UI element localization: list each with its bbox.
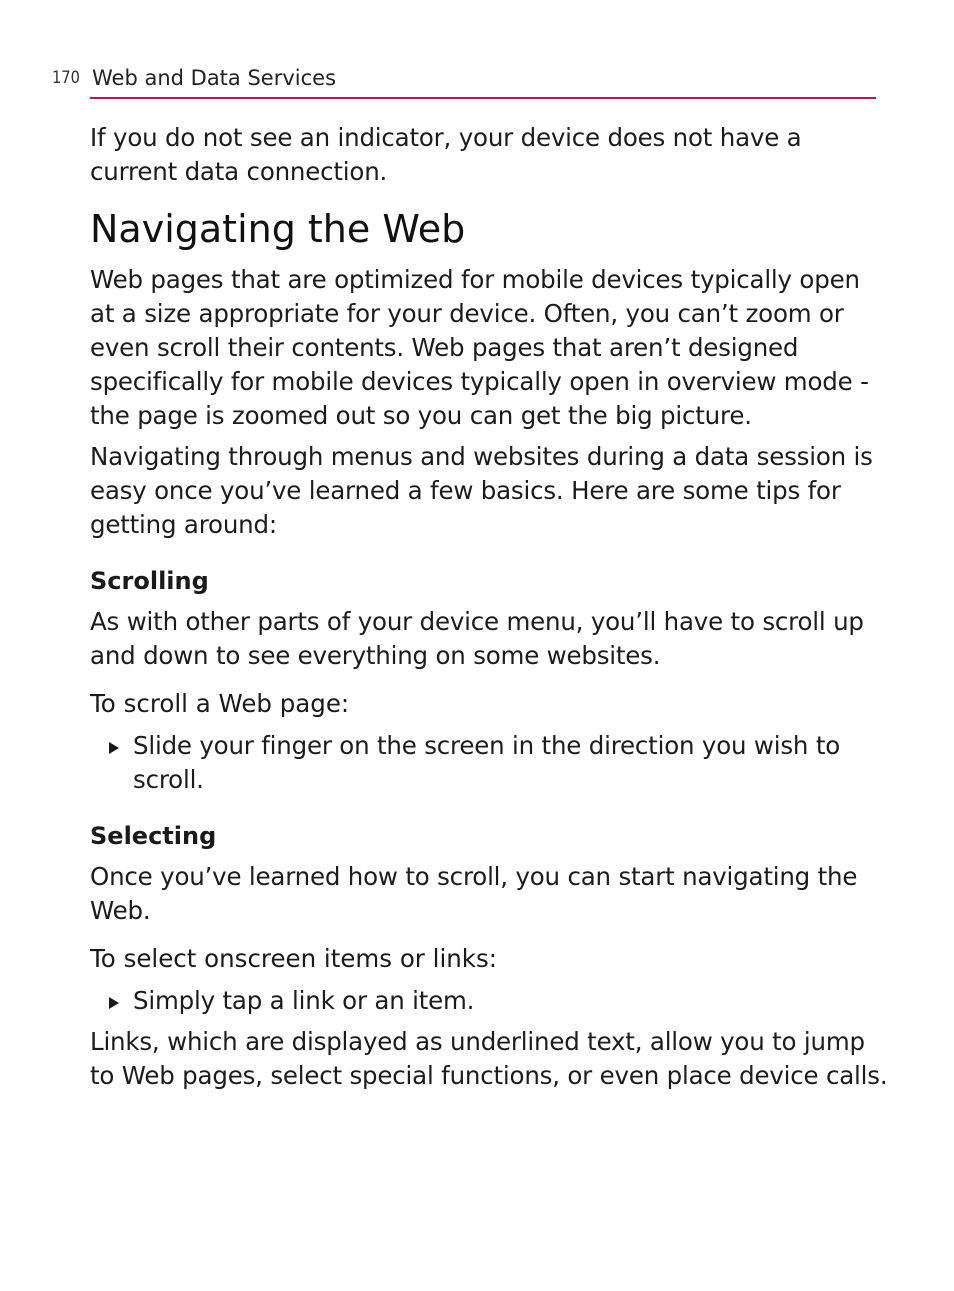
intro-paragraph: If you do not see an indicator, your device does not have a current data connection.	[90, 123, 802, 186]
scroll-task-heading: To scroll a Web page:	[90, 689, 350, 718]
page-header	[0, 64, 954, 100]
tips-paragraph: Navigating through menus and websites during a data session is easy once you’ve learned a few basics. Here are some tips for getting around:	[90, 442, 873, 539]
overview-paragraph: Web pages that are optimized for mobile devices typically open at a size appropriate for your device. Often, you can’t zoom or even scroll their contents. Web pages that aren’t designed specifically for mobile devices typically open in overview mode - the page is zoomed out so you can get the big picture.	[90, 265, 869, 430]
links-paragraph: Links, which are displayed as underlined text, allow you to jump to Web pages, select special functions, or even place device calls.	[90, 1027, 888, 1090]
select-task-heading: To select onscreen items or links:	[90, 944, 498, 973]
scroll-bullet-item	[90, 729, 890, 797]
section-title: Web and Data Services	[92, 66, 337, 90]
triangle-right-icon	[109, 997, 119, 1009]
page-title: Navigating the Web	[90, 207, 466, 251]
select-bullet-item	[90, 984, 890, 1018]
selecting-heading: Selecting	[90, 822, 217, 850]
selecting-paragraph: Once you’ve learned how to scroll, you can start navigating the Web.	[90, 862, 858, 925]
page-content	[90, 121, 890, 1093]
scrolling-paragraph: As with other parts of your device menu, you’ll have to scroll up and down to see everything on some websites.	[90, 607, 864, 670]
scroll-bullet-text: Slide your finger on the screen in the direction you wish to scroll.	[133, 731, 841, 794]
select-bullet-text: Simply tap a link or an item.	[133, 986, 475, 1015]
header-rule	[90, 97, 876, 99]
page-number: 170	[52, 68, 80, 88]
scrolling-heading: Scrolling	[90, 567, 209, 595]
triangle-right-icon	[109, 742, 119, 754]
